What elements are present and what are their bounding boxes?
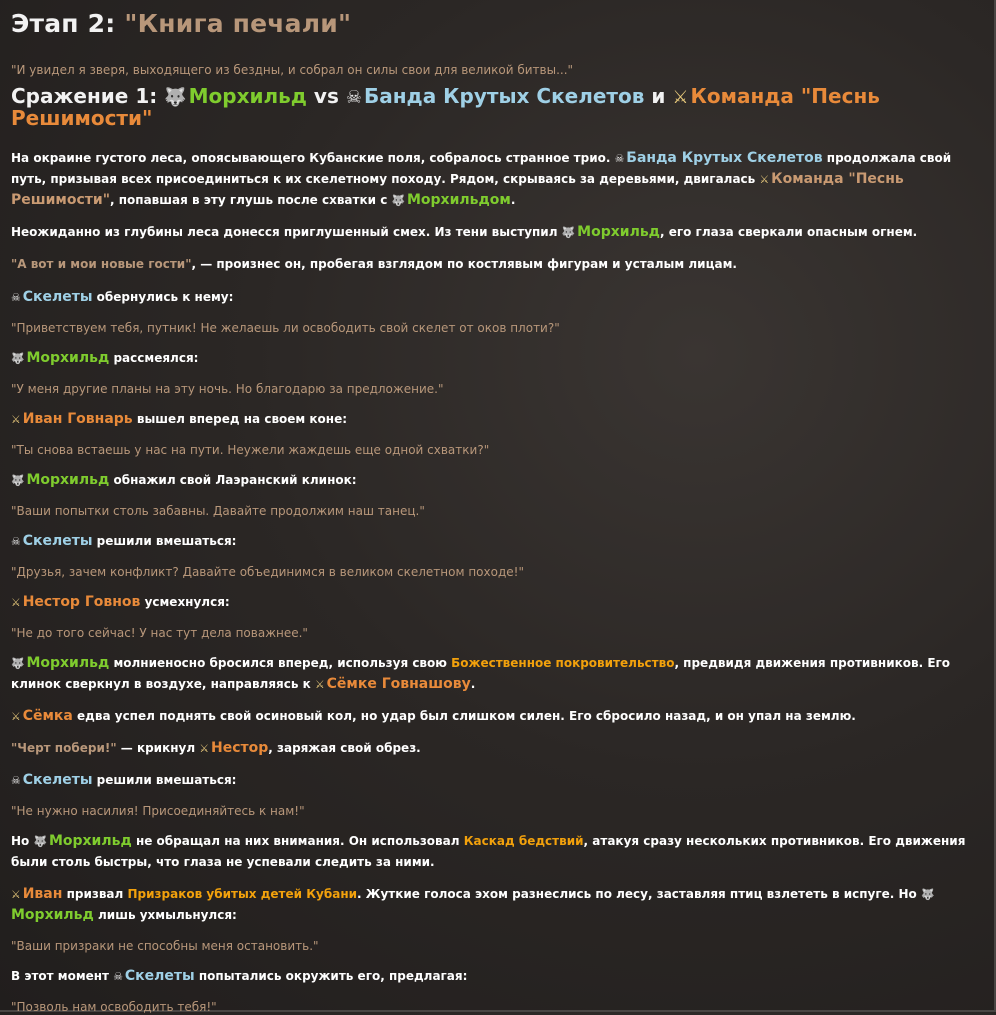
stage-prefix: Этап 2: xyxy=(11,9,116,38)
wolf-icon: 🐺 xyxy=(11,352,25,365)
quote-4: "Приветствуем тебя, путник! Не желаешь ли освободить свой скелет от оков плоти?" xyxy=(11,321,560,335)
paragraph-12 xyxy=(11,738,983,759)
text: , заряжая свой обрез. xyxy=(268,741,421,755)
line-4 xyxy=(11,287,983,308)
name-skeletons: Скелеты xyxy=(22,772,93,788)
quote-13: "Не нужно насилия! Присоединяйтесь к нам!" xyxy=(11,804,305,818)
name-morhild: Морхильдом xyxy=(406,192,511,208)
swords-icon: ⚔ xyxy=(199,742,210,755)
wolf-icon: 🐺 xyxy=(391,194,405,207)
name-ivan: Иван Говнарь xyxy=(22,411,133,427)
text: . Жуткие голоса эхом разнеслись по лесу, заставляя птиц взлететь в испуге. Но xyxy=(357,887,917,901)
paragraph-2 xyxy=(11,222,983,243)
paragraph-15 xyxy=(11,884,983,926)
name-semka: Сёмке Говнашову xyxy=(326,676,471,692)
swords-icon: ⚔ xyxy=(314,678,325,691)
quote-8: "Друзья, зачем конфликт? Давайте объединимся в великом скелетном походе!" xyxy=(11,565,524,579)
ability-divine-protection: Божественное покровительство xyxy=(451,656,675,670)
wolf-icon: 🐺 xyxy=(561,226,576,239)
text: , предвидя движения противников. Его клинок сверкнул в воздухе, направляясь к xyxy=(11,656,951,691)
swords-icon: ⚔ xyxy=(11,596,21,609)
name-morhild: Морхильд xyxy=(48,833,132,849)
vs-label: vs xyxy=(313,84,339,108)
team-skeletons: Банда Крутых Скелетов xyxy=(363,84,645,108)
line-8 xyxy=(11,531,983,552)
quote-9: "Не до того сейчас! У нас тут дела поважнее." xyxy=(11,626,308,640)
skull-icon: ☠ xyxy=(614,152,625,165)
paragraph-10 xyxy=(11,653,983,695)
paragraph-14 xyxy=(11,831,983,873)
team-song: Команда "Песнь Решимости" xyxy=(11,84,880,130)
text: вышел вперед на своем коне: xyxy=(136,412,348,426)
text: , попавшая в эту глушь после схватки с xyxy=(110,193,388,207)
line-6 xyxy=(11,409,983,430)
swords-icon: ⚔ xyxy=(11,710,21,723)
text: . xyxy=(510,193,516,207)
paragraph-16 xyxy=(11,966,983,987)
name-team: Команда "Песнь Решимости" xyxy=(11,171,904,208)
name-skeletons: Скелеты xyxy=(124,968,195,984)
text: , атакуя сразу нескольких противников. Его движения были столь быстры, что глаза не успевали следить за ними. xyxy=(11,834,966,869)
line-5 xyxy=(11,348,983,369)
epigraph: "И увидел я зверя, выходящего из бездны, и собрал он силы свои для великой битвы..." xyxy=(11,63,574,77)
team-morhild: Морхильд xyxy=(188,84,307,108)
line-13 xyxy=(11,770,983,791)
ability-cascade: Каскад бедствий xyxy=(463,834,584,848)
wolf-icon: 🐺 xyxy=(11,474,25,487)
skull-icon: ☠ xyxy=(11,774,21,787)
text: попытались окружить его, предлагая: xyxy=(198,969,468,983)
battle-label: Сражение 1: xyxy=(11,84,158,108)
skull-icon: ☠ xyxy=(113,970,123,983)
quote: "А вот и мои новые гости" xyxy=(11,257,192,271)
text: На окраине густого леса, опоясывающего Кубанские поля, собралось странное трио. xyxy=(11,151,611,165)
text: усмехнулся: xyxy=(144,595,230,609)
text: — крикнул xyxy=(116,741,196,755)
name-nestor: Нестор Говнов xyxy=(22,594,141,610)
text: , — произнес он, пробегая взглядом по костлявым фигурам и усталым лицам. xyxy=(191,257,737,271)
swords-icon: ⚔ xyxy=(672,87,689,108)
name-skeletons: Скелеты xyxy=(22,289,93,305)
paragraph-1 xyxy=(11,148,983,211)
name-nestor: Нестор xyxy=(211,740,269,756)
text: рассмеялся: xyxy=(113,351,199,365)
skull-icon: ☠ xyxy=(345,87,362,108)
text: В этот момент xyxy=(11,969,110,983)
ability-ghosts: Призраков убитых детей Кубани xyxy=(127,887,358,901)
text: лишь ухмыльнулся: xyxy=(98,908,237,922)
name-morhild: Морхильд xyxy=(577,224,660,240)
text: , его глаза сверкали опасным огнем. xyxy=(659,225,918,239)
text: молниеносно бросился вперед, используя свою xyxy=(113,656,447,670)
name-skeletons: Скелеты xyxy=(22,533,93,549)
and-label: и xyxy=(651,84,666,108)
name-semka: Сёмка xyxy=(22,708,73,724)
name-skeletons: Банда Крутых Скелетов xyxy=(626,150,823,166)
battle-title xyxy=(11,86,983,128)
name-ivan: Иван xyxy=(22,886,63,902)
line-7 xyxy=(11,470,983,491)
quote-5: "У меня другие планы на эту ночь. Но благодарю за предложение." xyxy=(11,382,444,396)
quote-7: "Ваши попытки столь забавны. Давайте продолжим наш танец." xyxy=(11,504,425,518)
wolf-icon: 🐺 xyxy=(33,835,47,848)
story-content xyxy=(11,6,983,1015)
swords-icon: ⚔ xyxy=(759,173,770,186)
line-9 xyxy=(11,592,983,613)
text: едва успел поднять свой осиновый кол, но удар был слишком силен. Его сбросило назад, и он упал на землю. xyxy=(77,709,856,723)
wolf-icon: 🐺 xyxy=(11,657,25,670)
name-morhild: Морхильд xyxy=(11,907,94,923)
text: обернулись к нему: xyxy=(96,290,234,304)
quote-6: "Ты снова встаешь у нас на пути. Неужели жаждешь еще одной схватки?" xyxy=(11,443,490,457)
swords-icon: ⚔ xyxy=(11,413,21,426)
text: . xyxy=(470,677,476,691)
text: Но xyxy=(11,834,30,848)
stage-title xyxy=(11,6,983,42)
wolf-icon: 🐺 xyxy=(920,888,935,901)
stage-name: "Книга печали" xyxy=(124,9,352,38)
text: решили вмешаться: xyxy=(96,534,237,548)
text: не обращал на них внимания. Он использовал xyxy=(135,834,460,848)
name-morhild: Морхильд xyxy=(26,350,110,366)
skull-icon: ☠ xyxy=(11,291,21,304)
name-morhild: Морхильд xyxy=(26,472,110,488)
text: Неожиданно из глубины леса донесся приглушенный смех. Из тени выступил xyxy=(11,225,558,239)
paragraph-11 xyxy=(11,706,983,727)
paragraph-3 xyxy=(11,254,983,275)
text: призвал xyxy=(66,887,124,901)
wolf-icon: 🐺 xyxy=(164,87,187,108)
quote-15: "Ваши призраки не способны меня остановить." xyxy=(11,939,319,953)
quote-16: "Позволь нам освободить тебя!" xyxy=(11,1000,217,1014)
quote: "Черт побери!" xyxy=(11,741,117,755)
name-morhild: Морхильд xyxy=(26,655,110,671)
swords-icon: ⚔ xyxy=(11,888,21,901)
skull-icon: ☠ xyxy=(11,535,21,548)
text: обнажил свой Лаэранский клинок: xyxy=(113,473,357,487)
text: решили вмешаться: xyxy=(96,773,237,787)
text: продолжала свой путь, призывая всех присоединиться к их скелетному походу. Рядом, скрываясь за деревьями, двигалась xyxy=(11,151,952,186)
